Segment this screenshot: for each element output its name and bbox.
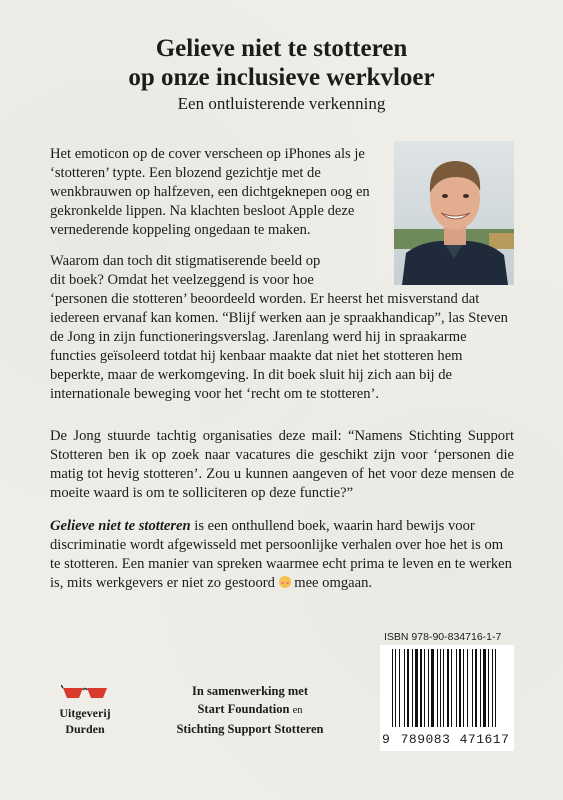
collaboration-and: en (292, 705, 303, 716)
publisher-name-line-2: Durden (65, 722, 105, 736)
stigma-line-2: dit boek? Omdat het veelzeggend is voor hoe (50, 272, 314, 288)
title-line-1: Gelieve niet te stotteren (155, 35, 408, 62)
barcode-digits-right: 471617 (459, 731, 510, 747)
stigma-rest: ‘personen die stotteren’ beoordeeld worden. Er heerst het misverstand dat iedereen ervanaf kan komen. “Blijf werken aan je spraakhandicap”, las Steven de Jong in zijn functioneringsverslag. Jarenlang werd hij in spraakarme functies geïsoleerd totdat hij kenbaar maakte dat niet het stotteren hem beperkte, maar de werkomgeving. In dit boek sluit hij zich aan bij de internationale beweging voor het ‘recht om te stotteren’. (50, 291, 508, 402)
isbn-label: ISBN 978-90-834716-1-7 (384, 631, 502, 643)
mail-paragraph: De Jong stuurde tachtig organisaties deze mail: “Namens Stichting Support Stotteren ben ik op zoek naar vacatures die geschikt zijn voor ‘personen die matig tot hevig stotteren’. Zou u kunnen aangeven of het voor deze mensen de moeite waard is om te solliciteren op deze functie?” (50, 428, 514, 501)
partner-support-stotteren: Stichting Support Stotteren (176, 722, 324, 736)
barcode-bars (380, 645, 514, 731)
partner-start-foundation: Start Foundation (197, 702, 290, 716)
stigma-line-1: Waarom dan toch dit stigmatiserende beeld op (50, 253, 321, 269)
book-subtitle: Een ontluisterende verkenning (177, 94, 386, 113)
summary-text: is een onthullend boek, waarin hard bewijs voor discriminatie wordt afgewisseld met persoonlijke verhalen over hoe het is om te stotteren. Een manier van spreken waarmee echt prima te leven en te werken is, mits werkgevers er niet zo gestoord (50, 518, 512, 591)
collaboration-line-1: In samenwerking met (192, 684, 308, 698)
summary-end: mee omgaan. (290, 575, 373, 591)
book-title (0, 34, 563, 92)
collaboration-block (150, 682, 350, 738)
title-line-2: op onze inclusieve werkvloer (128, 64, 435, 91)
barcode-digits-left: 789083 (400, 731, 451, 747)
barcode-digit-first: 9 (382, 731, 390, 747)
summary-paragraph (50, 517, 514, 593)
glasses-logo-icon (61, 682, 109, 704)
intro-paragraph: Het emoticon op de cover verscheen op iPhones als je ‘stotteren’ typte. Een blozend gezichtje met de wenkbrauwen op halfzeven, een dichtgeknepen oog en gekronkelde lippen. Na klachten besloot Apple deze vernederende koppeling ongedaan te maken. (50, 146, 370, 238)
publisher-name-line-1: Uitgeverij (59, 706, 111, 720)
publisher-logo (40, 682, 130, 736)
barcode-digits (380, 729, 514, 749)
blushing-face-icon (279, 576, 291, 588)
book-title-italic: Gelieve niet te stotteren (50, 518, 191, 534)
barcode (380, 645, 514, 751)
collaboration-line-2 (150, 700, 350, 720)
stigma-paragraph (50, 252, 514, 404)
